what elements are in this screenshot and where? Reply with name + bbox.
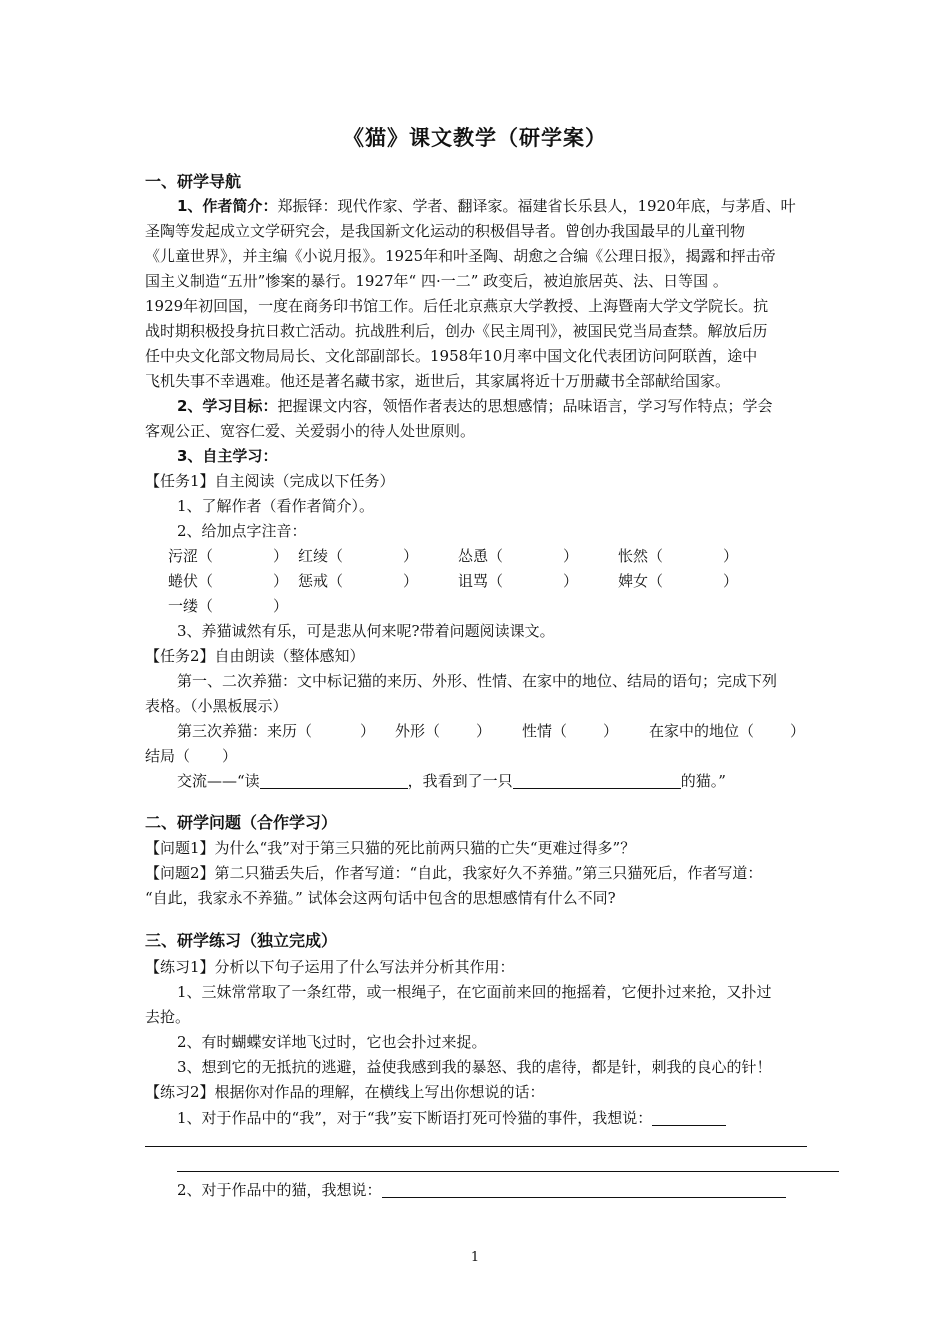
pinyin-item: 怅然（ ） [618, 547, 739, 565]
pinyin-row [168, 546, 738, 566]
task-1-item: 3、养猫诚然有乐，可是悲从何来呢?带着问题阅读课文。 [177, 622, 555, 640]
pinyin-item: 婢女（ ） [618, 572, 739, 590]
author-intro-text: 郑振铎：现代作家、学者、翻译家。福建省长乐县人，1920年底，与茅盾、叶 [277, 197, 796, 215]
pinyin-item: 污涩（ ） [168, 547, 289, 565]
task-1-item: 1、了解作者（看作者简介）。 [177, 497, 375, 515]
third-cat-temper: 性情（ ） [522, 722, 619, 740]
pinyin-item: 诅骂（ ） [458, 572, 579, 590]
task-1-heading: 【任务1】自主阅读（完成以下任务） [145, 472, 395, 490]
self-study-label: 3、自主学习： [177, 447, 278, 465]
task-2-line: 表格。（小黑板展示） [145, 697, 288, 715]
exercise-1-item: 2、有时蝴蝶安详地飞过时，它也会扑过来捉。 [177, 1033, 487, 1051]
exercise-1-item: 去抢。 [145, 1008, 191, 1026]
exchange-blank[interactable] [260, 772, 408, 789]
author-intro-line: 飞机失事不幸遇难。他还是著名藏书家，逝世后，其家属将近十万册藏书全部献给国家。 [145, 372, 731, 390]
exercise-2-item: 1、对于作品中的“我”，对于“我”妄下断语打死可怜猫的事件，我想说： [177, 1108, 726, 1128]
exercise-1-heading: 【练习1】分析以下句子运用了什么写法并分析其作用： [145, 958, 515, 976]
learning-goal-line [177, 396, 772, 416]
learning-goal-label: 2、学习目标： [177, 397, 278, 415]
answer-blank[interactable] [382, 1181, 786, 1198]
pinyin-item: 怂恿（ ） [458, 547, 579, 565]
exchange-line: 交流——“读 ，我看到了一只 的猫。” [177, 772, 726, 790]
author-intro-line: 战时期积极投身抗日救亡活动。抗战胜利后，创办《民主周刊》，被国民党当局查禁。解放后历 [145, 322, 768, 340]
question-1: 【问题1】为什么“我”对于第三只猫的死比前两只猫的亡失“更难过得多”？ [145, 839, 636, 857]
author-intro-line: 1929年初回国，一度在商务印书馆工作。后任北京燕京大学教授、上海暨南大学文学院长。抗 [145, 297, 769, 315]
author-intro-line: 圣陶等发起成立文学研究会，是我国新文化运动的积极倡导者。曾创办我国最早的儿童刊物 [145, 222, 746, 240]
third-cat-origin: 第三次养猫：来历（ ） [177, 722, 376, 740]
question-2-line: “自此，我家永不养猫。” 试体会这两句话中包含的思想感情有什么不同? [145, 889, 616, 907]
pinyin-row [168, 596, 288, 616]
answer-line[interactable] [177, 1171, 839, 1172]
task-2-line: 第一、二次养猫：文中标记猫的来历、外形、性情、在家中的地位、结局的语句；完成下列 [177, 672, 778, 690]
task-2-heading: 【任务2】自由朗读（整体感知） [145, 647, 365, 665]
pinyin-item: 惩戒（ ） [298, 572, 419, 590]
exercise-2-item: 2、对于作品中的猫，我想说： [177, 1180, 786, 1200]
third-cat-status: 在家中的地位（ ） [649, 722, 806, 740]
document-title: 《猫》课文教学（研学案） [343, 126, 607, 150]
author-intro-label: 1、作者简介： [177, 197, 278, 215]
pinyin-item: 红绫（ ） [298, 547, 419, 565]
answer-blank[interactable] [652, 1109, 726, 1126]
third-cat-ending: 结局（ ） [145, 747, 238, 765]
author-intro-line: 国主义制造“五卅”惨案的暴行。1927年“ 四·一二” 政变后，被迫旅居英、法、日等国 。 [145, 272, 728, 290]
third-cat-appearance: 外形（ ） [395, 722, 492, 740]
author-intro-line: 《儿童世界》，并主编《小说月报》。1925年和叶圣陶、胡愈之合编《公理日报》，揭露和抨击帝 [145, 247, 776, 265]
exercise-1-item: 1、三妹常常取了一条红带，或一根绳子，在它面前来回的拖摇着，它便扑过来抢，又扑过 [177, 983, 772, 1001]
pinyin-row [168, 571, 738, 591]
exercise-1-item: 3、想到它的无抵抗的逃避，益使我感到我的暴怒、我的虐待，都是针，刺我的良心的针！ [177, 1058, 772, 1076]
author-intro-line [177, 196, 796, 216]
answer-line[interactable] [145, 1146, 807, 1147]
question-2-line: 【问题2】第二只猫丢失后，作者写道：“自此，我家好久不养猫。”第三只猫死后，作者写道： [145, 864, 763, 882]
exercise-2-heading: 【练习2】根据你对作品的理解，在横线上写出你想说的话： [145, 1083, 545, 1101]
pinyin-item: 蜷伏（ ） [168, 572, 289, 590]
section-2-heading: 二、研学问题（合作学习） [145, 813, 338, 832]
exchange-blank[interactable] [513, 772, 681, 789]
third-cat-line [177, 721, 805, 741]
section-3-heading: 三、研学练习（独立完成） [145, 931, 338, 950]
task-1-item: 2、给加点字注音： [177, 522, 307, 540]
learning-goal-line: 客观公正、宽容仁爱、关爱弱小的待人处世原则。 [145, 422, 476, 440]
learning-goal-text: 把握课文内容，领悟作者表达的思想感情；品味语言，学习写作特点；学会 [277, 397, 773, 415]
author-intro-line: 任中央文化部文物局局长、文化部副部长。1958年10月率中国文化代表团访问阿联酋，途中 [145, 347, 758, 365]
section-1-heading: 一、研学导航 [145, 172, 242, 191]
page-number: 1 [470, 1250, 480, 1265]
pinyin-item: 一缕（ ） [168, 597, 289, 615]
